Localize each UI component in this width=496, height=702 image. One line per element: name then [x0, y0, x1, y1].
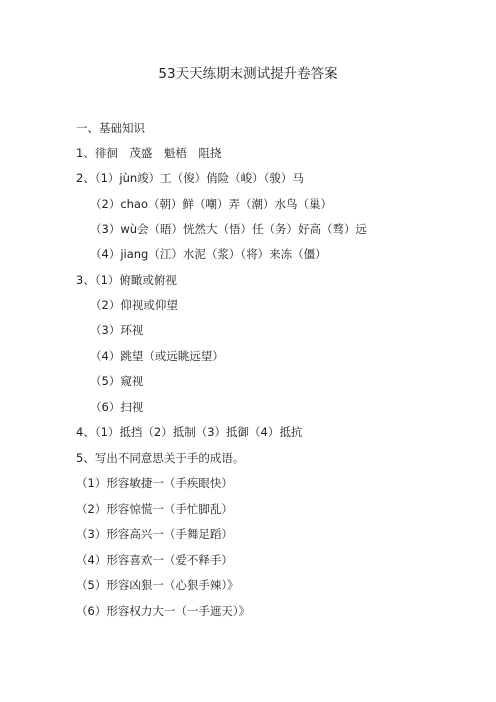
document-title: 53天天练期末测试提升卷答案	[158, 66, 338, 82]
answer-line: 5、写出不同意思关于手的成语。	[76, 451, 245, 465]
answer-line: （5）形容凶狠一（心狠手辣）》	[76, 578, 239, 592]
section-heading: 一、基础知识	[76, 121, 145, 135]
answer-line: （4）跳望（或远眺远望）	[90, 349, 224, 363]
answer-line: （4）jiang（江）水泥（浆）（将）来冻（僵）	[90, 247, 327, 261]
answer-line: 1、徘徊 茂盛 魁梧 阻挠	[76, 146, 222, 160]
answer-line: （5）窥视	[90, 374, 144, 388]
answer-line: （6）扫视	[90, 400, 144, 414]
answer-line: （2）chao（朝）鲜（嘲）弄（潮）水鸟（巢）	[90, 197, 333, 211]
answer-line: （3）形容高兴一（手舞足蹈）	[76, 527, 233, 541]
answer-line: 4、（1）抵挡（2）抵制（3）抵御（4）抵抗	[76, 425, 303, 439]
answer-line: （2）形容惊慌一（手忙脚乱）	[76, 502, 233, 516]
answer-line: 3、（1）俯瞰或俯视	[76, 273, 177, 287]
answer-line: （2）仰视或仰望	[90, 298, 178, 312]
answer-line: （6）形容权力大一（一手遮天）》	[76, 604, 251, 618]
answer-line: 2、（1）jùn竣）工（俊）俏险（峻）（骏）马	[76, 171, 304, 185]
answer-line: （3）环视	[90, 323, 144, 337]
answer-line: （4）形容喜欢一（爱不释手）	[76, 553, 233, 567]
answer-line: （1）形容敏捷一（手疾眼快）	[76, 476, 233, 490]
answer-line: （3）wù会（晤）恍然大（悟）任（务）好高（骛）远	[90, 222, 368, 236]
